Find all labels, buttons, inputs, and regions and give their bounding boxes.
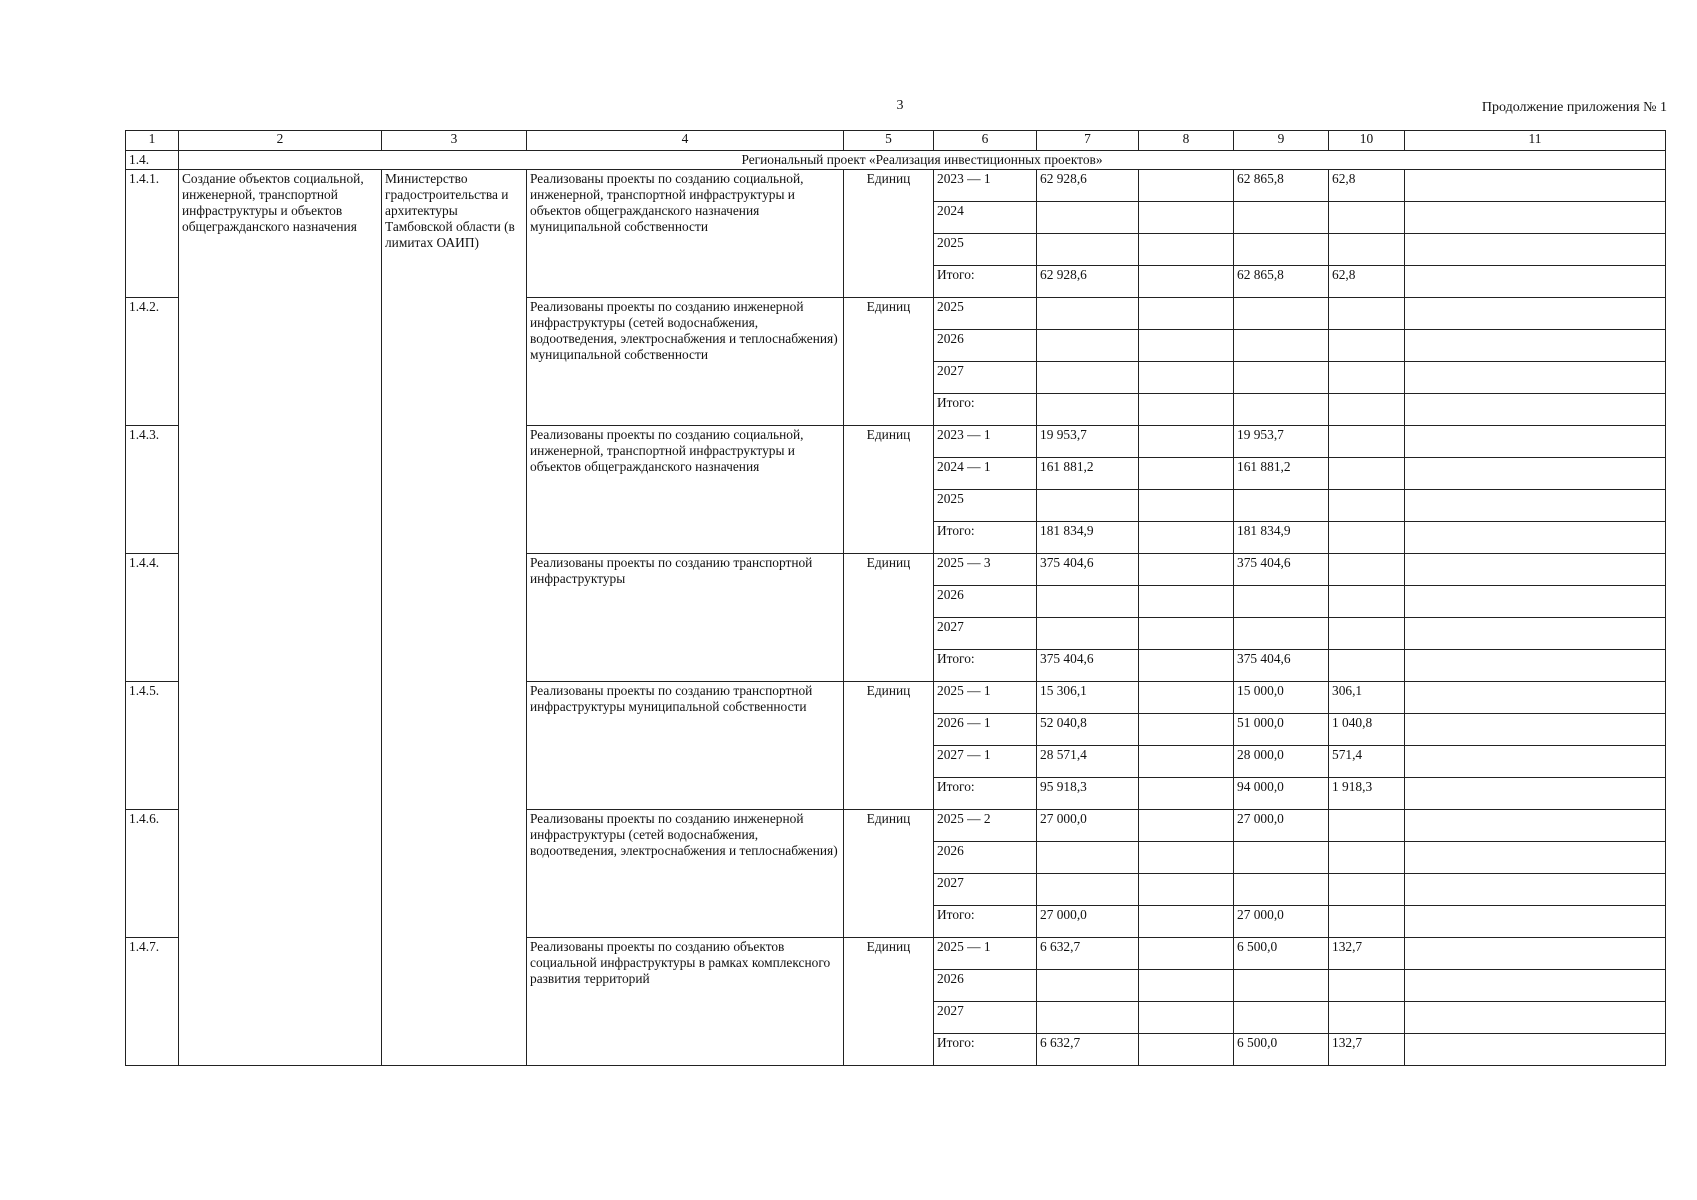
value-col11 [1405,298,1666,330]
value-col8 [1139,490,1234,522]
value-col11 [1405,554,1666,586]
year-cell: 2024 — 1 [934,458,1037,490]
value-col8 [1139,906,1234,938]
value-col7: 27 000,0 [1037,810,1139,842]
value-col11 [1405,778,1666,810]
value-col10 [1329,554,1405,586]
year-cell: Итого: [934,394,1037,426]
value-col8 [1139,234,1234,266]
value-col11 [1405,170,1666,202]
value-col9: 6 500,0 [1234,1034,1329,1066]
value-col7: 6 632,7 [1037,1034,1139,1066]
value-col7 [1037,842,1139,874]
value-col8 [1139,874,1234,906]
year-cell: 2027 [934,1002,1037,1034]
unit-label: Единиц [844,170,934,298]
value-col8 [1139,202,1234,234]
value-col7: 6 632,7 [1037,938,1139,970]
result-description: Реализованы проекты по созданию социальной, инженерной, транспортной инфраструктуры и объектов общегражданского назначения [527,426,844,554]
value-col9 [1234,394,1329,426]
value-col7 [1037,970,1139,1002]
value-col8 [1139,842,1234,874]
value-col11 [1405,682,1666,714]
appendix-table [125,130,1666,1066]
value-col10: 62,8 [1329,170,1405,202]
value-col11 [1405,714,1666,746]
column-number: 2 [179,131,382,151]
value-col7 [1037,330,1139,362]
value-col8 [1139,746,1234,778]
value-col9 [1234,202,1329,234]
page-number: 3 [896,98,904,113]
value-col7 [1037,490,1139,522]
value-col9: 375 404,6 [1234,650,1329,682]
year-cell: 2025 — 1 [934,682,1037,714]
value-col7 [1037,362,1139,394]
value-col9: 375 404,6 [1234,554,1329,586]
year-cell: 2026 — 1 [934,714,1037,746]
value-col11 [1405,202,1666,234]
value-col7: 62 928,6 [1037,170,1139,202]
column-number: 6 [934,131,1037,151]
value-col9: 51 000,0 [1234,714,1329,746]
value-col7: 28 571,4 [1037,746,1139,778]
value-col11 [1405,1034,1666,1066]
value-col10 [1329,618,1405,650]
item-number: 1.4.7. [126,938,179,1066]
unit-label: Единиц [844,682,934,810]
value-col11 [1405,522,1666,554]
year-cell: 2026 [934,586,1037,618]
item-number: 1.4.2. [126,298,179,426]
value-col7: 161 881,2 [1037,458,1139,490]
value-col7: 181 834,9 [1037,522,1139,554]
unit-label: Единиц [844,554,934,682]
value-col11 [1405,970,1666,1002]
value-col7: 52 040,8 [1037,714,1139,746]
value-col9: 161 881,2 [1234,458,1329,490]
value-col10 [1329,1002,1405,1034]
section-number: 1.4. [126,151,179,170]
value-col8 [1139,458,1234,490]
result-description: Реализованы проекты по созданию объектов социальной инфраструктуры в рамках комплексного развития территорий [527,938,844,1066]
value-col10 [1329,522,1405,554]
value-col8 [1139,1002,1234,1034]
column-number-row [126,131,1666,151]
value-col9 [1234,234,1329,266]
value-col10: 1 918,3 [1329,778,1405,810]
value-col10 [1329,298,1405,330]
year-cell: Итого: [934,522,1037,554]
item-number: 1.4.1. [126,170,179,298]
value-col10 [1329,906,1405,938]
column-number: 7 [1037,131,1139,151]
value-col8 [1139,554,1234,586]
value-col10: 62,8 [1329,266,1405,298]
item-number: 1.4.3. [126,426,179,554]
value-col9: 94 000,0 [1234,778,1329,810]
value-col10 [1329,650,1405,682]
section-row [126,151,1666,170]
value-col7 [1037,618,1139,650]
column-number: 10 [1329,131,1405,151]
value-col10 [1329,970,1405,1002]
value-col9 [1234,586,1329,618]
year-cell: Итого: [934,650,1037,682]
result-description: Реализованы проекты по созданию транспортной инфраструктуры муниципальной собственности [527,682,844,810]
value-col10 [1329,458,1405,490]
value-col9: 6 500,0 [1234,938,1329,970]
item-number: 1.4.4. [126,554,179,682]
value-col11 [1405,746,1666,778]
value-col9: 28 000,0 [1234,746,1329,778]
value-col10: 132,7 [1329,938,1405,970]
value-col8 [1139,970,1234,1002]
year-cell: 2025 [934,234,1037,266]
value-col8 [1139,1034,1234,1066]
value-col7: 95 918,3 [1037,778,1139,810]
value-col11 [1405,618,1666,650]
year-cell: 2025 [934,490,1037,522]
value-col11 [1405,874,1666,906]
result-description: Реализованы проекты по созданию социальной, инженерной, транспортной инфраструктуры и объектов общегражданского назначения муниципальной собственности [527,170,844,298]
value-col7 [1037,394,1139,426]
value-col9 [1234,330,1329,362]
value-col9 [1234,490,1329,522]
value-col7: 375 404,6 [1037,554,1139,586]
value-col9 [1234,618,1329,650]
value-col8 [1139,266,1234,298]
value-col8 [1139,682,1234,714]
value-col7 [1037,586,1139,618]
column-number: 11 [1405,131,1666,151]
value-col11 [1405,938,1666,970]
value-col8 [1139,714,1234,746]
value-col11 [1405,394,1666,426]
value-col11 [1405,426,1666,458]
value-col10 [1329,426,1405,458]
value-col9: 62 865,8 [1234,170,1329,202]
year-cell: 2025 — 2 [934,810,1037,842]
value-col7: 19 953,7 [1037,426,1139,458]
value-col11 [1405,650,1666,682]
year-cell: 2027 [934,362,1037,394]
value-col7 [1037,874,1139,906]
column-number: 8 [1139,131,1234,151]
year-cell: 2026 [934,970,1037,1002]
result-description: Реализованы проекты по созданию транспортной инфраструктуры [527,554,844,682]
value-col11 [1405,586,1666,618]
value-col7 [1037,202,1139,234]
year-cell: 2024 [934,202,1037,234]
value-col9 [1234,1002,1329,1034]
value-col9: 15 000,0 [1234,682,1329,714]
year-cell: 2025 [934,298,1037,330]
value-col7 [1037,298,1139,330]
value-col11 [1405,362,1666,394]
year-cell: 2026 [934,330,1037,362]
year-cell: Итого: [934,266,1037,298]
value-col7: 15 306,1 [1037,682,1139,714]
year-cell: 2023 — 1 [934,426,1037,458]
year-cell: Итого: [934,906,1037,938]
column-number: 3 [382,131,527,151]
value-col8 [1139,778,1234,810]
value-col9 [1234,970,1329,1002]
value-col10: 1 040,8 [1329,714,1405,746]
value-col10 [1329,202,1405,234]
value-col11 [1405,234,1666,266]
value-col8 [1139,522,1234,554]
value-col8 [1139,586,1234,618]
value-col9: 181 834,9 [1234,522,1329,554]
value-col10 [1329,330,1405,362]
value-col7 [1037,234,1139,266]
value-col11 [1405,266,1666,298]
value-col8 [1139,362,1234,394]
value-col9: 62 865,8 [1234,266,1329,298]
value-col10 [1329,874,1405,906]
column-number: 5 [844,131,934,151]
table-body [126,151,1666,1066]
value-col9: 27 000,0 [1234,810,1329,842]
value-col8 [1139,426,1234,458]
value-col8 [1139,938,1234,970]
value-col8 [1139,330,1234,362]
table-row [126,170,1666,202]
value-col10 [1329,234,1405,266]
value-col11 [1405,330,1666,362]
year-cell: 2027 [934,618,1037,650]
value-col10 [1329,586,1405,618]
value-col7: 62 928,6 [1037,266,1139,298]
value-col9 [1234,298,1329,330]
value-col10: 132,7 [1329,1034,1405,1066]
section-title: Региональный проект «Реализация инвестиционных проектов» [179,151,1666,170]
year-cell: 2026 [934,842,1037,874]
item-number: 1.4.6. [126,810,179,938]
value-col10 [1329,490,1405,522]
column-number: 1 [126,131,179,151]
value-col11 [1405,490,1666,522]
appendix-continuation-label: Продолжение приложения № 1 [1481,100,1667,115]
measure-name: Создание объектов социальной, инженерной, транспортной инфраструктуры и объектов общегражданского назначения [179,170,382,1066]
value-col9: 19 953,7 [1234,426,1329,458]
year-cell: Итого: [934,1034,1037,1066]
value-col10 [1329,394,1405,426]
value-col8 [1139,650,1234,682]
value-col10: 571,4 [1329,746,1405,778]
value-col11 [1405,458,1666,490]
value-col9 [1234,362,1329,394]
unit-label: Единиц [844,426,934,554]
value-col7: 375 404,6 [1037,650,1139,682]
value-col9 [1234,842,1329,874]
unit-label: Единиц [844,938,934,1066]
column-number: 9 [1234,131,1329,151]
year-cell: 2027 — 1 [934,746,1037,778]
measure-executor: Министерство градостроительства и архитектуры Тамбовской области (в лимитах ОАИП) [382,170,527,1066]
value-col9: 27 000,0 [1234,906,1329,938]
value-col11 [1405,842,1666,874]
value-col8 [1139,170,1234,202]
year-cell: 2023 — 1 [934,170,1037,202]
value-col11 [1405,810,1666,842]
column-number: 4 [527,131,844,151]
value-col9 [1234,874,1329,906]
value-col11 [1405,1002,1666,1034]
item-number: 1.4.5. [126,682,179,810]
value-col8 [1139,618,1234,650]
value-col10 [1329,842,1405,874]
value-col7 [1037,1002,1139,1034]
year-cell: 2027 [934,874,1037,906]
year-cell: Итого: [934,778,1037,810]
value-col11 [1405,906,1666,938]
value-col8 [1139,810,1234,842]
value-col10 [1329,362,1405,394]
year-cell: 2025 — 1 [934,938,1037,970]
value-col7: 27 000,0 [1037,906,1139,938]
value-col8 [1139,298,1234,330]
value-col10: 306,1 [1329,682,1405,714]
value-col10 [1329,810,1405,842]
value-col8 [1139,394,1234,426]
unit-label: Единиц [844,298,934,426]
result-description: Реализованы проекты по созданию инженерной инфраструктуры (сетей водоснабжения, водоотведения, электроснабжения и теплоснабжения) муниципальной собственности [527,298,844,426]
unit-label: Единиц [844,810,934,938]
result-description: Реализованы проекты по созданию инженерной инфраструктуры (сетей водоснабжения, водоотведения, электроснабжения и теплоснабжения) [527,810,844,938]
year-cell: 2025 — 3 [934,554,1037,586]
